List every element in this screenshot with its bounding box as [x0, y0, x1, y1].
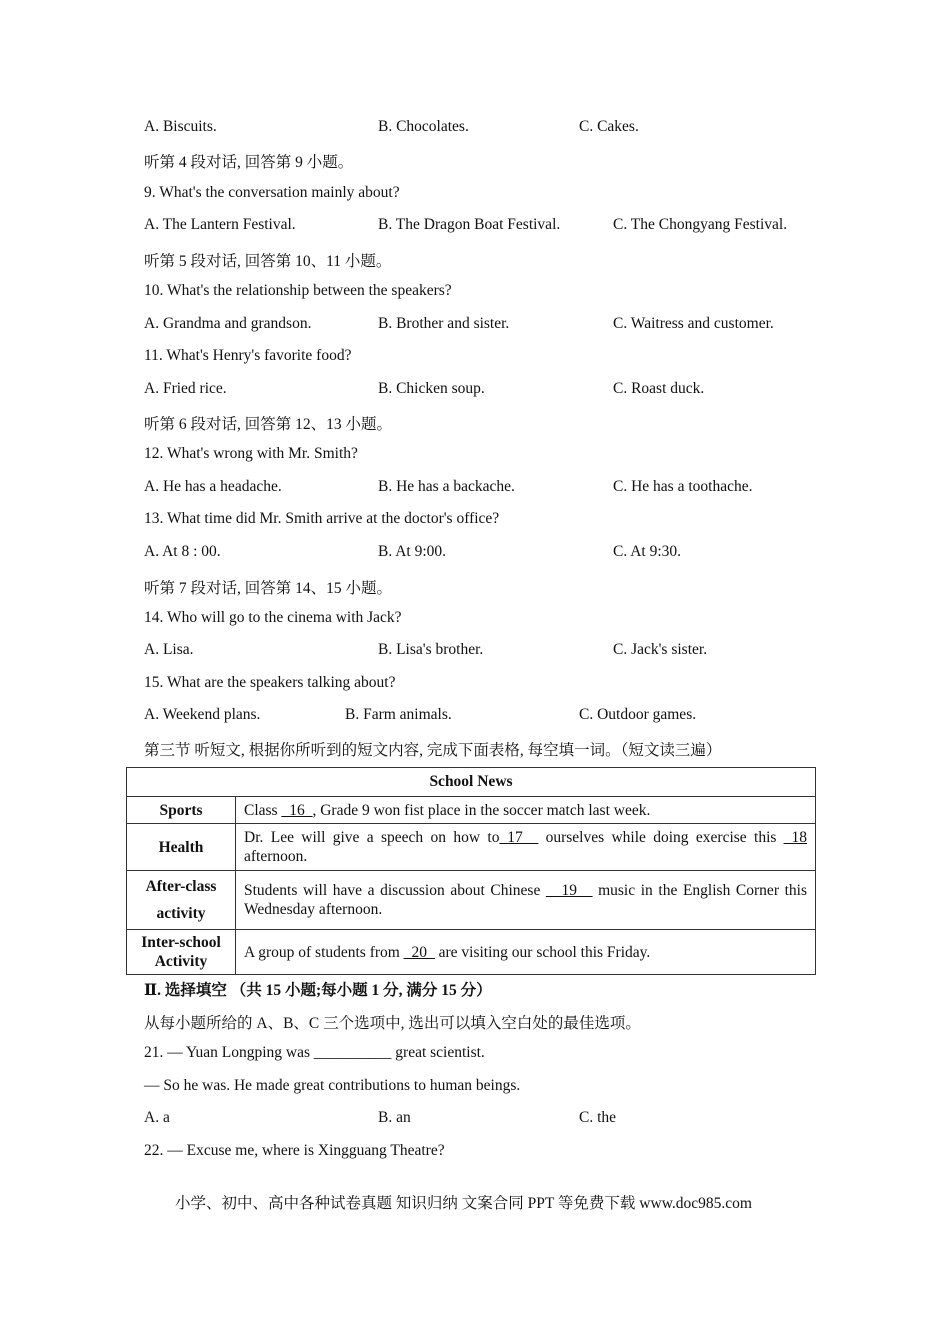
- q21-option-a: A. a: [144, 1109, 170, 1126]
- q21-line1: 21. — Yuan Longping was __________ great scientist.: [144, 1044, 485, 1061]
- q9-option-c: C. The Chongyang Festival.: [613, 216, 788, 233]
- table-row-health: [127, 824, 816, 871]
- row-text-after-class: Students will have a discussion about Chinese __19__ music in the English Corner this Wednesday afternoon.: [236, 871, 816, 930]
- table-row-after-class: [127, 871, 816, 930]
- page-footer: 小学、初中、高中各种试卷真题 知识归纳 文案合同 PPT 等免费下载 www.doc985.com: [175, 1195, 752, 1212]
- q13-option-a: A. At 8 : 00.: [144, 543, 221, 560]
- q13-option-b: B. At 9:00.: [378, 543, 447, 560]
- q8-option-c: C. Cakes.: [579, 118, 639, 135]
- part2-instruction: 从每小题所给的 A、B、C 三个选项中, 选出可以填入空白处的最佳选项。: [144, 1015, 641, 1032]
- q10-option-a: A. Grandma and grandson.: [144, 315, 312, 332]
- q9-option-b: B. The Dragon Boat Festival.: [378, 216, 561, 233]
- category-after-class: After-class activity: [127, 871, 236, 930]
- row-text-inter-school: A group of students from _20_ are visiting our school this Friday.: [236, 930, 816, 975]
- q12-option-c: C. He has a toothache.: [613, 478, 753, 495]
- q11-option-c: C. Roast duck.: [613, 380, 705, 397]
- blank-20: _20_: [403, 943, 435, 961]
- q11-option-b: B. Chicken soup.: [378, 380, 485, 397]
- q10-option-b: B. Brother and sister.: [378, 315, 510, 332]
- section3-instruction: 第三节 听短文, 根据你所听到的短文内容, 完成下面表格, 每空填一词。（短文读三遍）: [144, 742, 722, 759]
- q8-option-a: A. Biscuits.: [144, 118, 217, 135]
- q14-stem: 14. Who will go to the cinema with Jack?: [144, 609, 402, 626]
- q14-option-a: A. Lisa.: [144, 641, 194, 658]
- q21-option-b: B. an: [378, 1109, 411, 1126]
- q22-line1: 22. — Excuse me, where is Xingguang Theatre?: [144, 1142, 445, 1159]
- q11-option-a: A. Fried rice.: [144, 380, 227, 397]
- q15-option-c: C. Outdoor games.: [579, 706, 697, 723]
- q10-option-c: C. Waitress and customer.: [613, 315, 774, 332]
- q12-option-a: A. He has a headache.: [144, 478, 282, 495]
- row-text-sports: Class _16_, Grade 9 won fist place in the soccer match last week.: [236, 797, 816, 824]
- table-row-inter-school: [127, 930, 816, 975]
- dialog6-instruction: 听第 6 段对话, 回答第 12、13 小题。: [144, 416, 393, 433]
- q15-option-b: B. Farm animals.: [345, 706, 452, 723]
- q14-option-c: C. Jack's sister.: [613, 641, 708, 658]
- blank-18: _18: [783, 829, 808, 846]
- school-news-table: [126, 767, 816, 975]
- q15-option-a: A. Weekend plans.: [144, 706, 261, 723]
- q9-option-a: A. The Lantern Festival.: [144, 216, 296, 233]
- blank-17: _17__: [499, 829, 539, 846]
- dialog7-instruction: 听第 7 段对话, 回答第 14、15 小题。: [144, 580, 393, 597]
- table-row-sports: [127, 797, 816, 824]
- q11-stem: 11. What's Henry's favorite food?: [144, 347, 352, 364]
- category-sports: Sports: [127, 797, 236, 824]
- q8-option-b: B. Chocolates.: [378, 118, 469, 135]
- q21-option-c: C. the: [579, 1109, 617, 1126]
- table-title: School News: [127, 768, 816, 797]
- row-text-health: Dr. Lee will give a speech on how to_17__ ourselves while doing exercise this _18 afternoon.: [236, 824, 816, 871]
- q12-option-b: B. He has a backache.: [378, 478, 515, 495]
- dialog5-instruction: 听第 5 段对话, 回答第 10、11 小题。: [144, 253, 392, 270]
- part2-title: Ⅱ. 选择填空 （共 15 小题;每小题 1 分, 满分 15 分）: [144, 982, 492, 999]
- category-inter-school: Inter-school Activity: [127, 930, 236, 975]
- q12-stem: 12. What's wrong with Mr. Smith?: [144, 445, 358, 462]
- blank-19: __19__: [545, 882, 593, 899]
- category-health: Health: [127, 824, 236, 871]
- q10-stem: 10. What's the relationship between the speakers?: [144, 282, 452, 299]
- dialog4-instruction: 听第 4 段对话, 回答第 9 小题。: [144, 154, 354, 171]
- q21-line2: — So he was. He made great contributions to human beings.: [144, 1077, 521, 1094]
- q9-stem: 9. What's the conversation mainly about?: [144, 184, 400, 201]
- q13-stem: 13. What time did Mr. Smith arrive at the doctor's office?: [144, 510, 500, 527]
- q15-stem: 15. What are the speakers talking about?: [144, 674, 396, 691]
- blank-16: _16_: [281, 801, 313, 819]
- q14-option-b: B. Lisa's brother.: [378, 641, 484, 658]
- q13-option-c: C. At 9:30.: [613, 543, 682, 560]
